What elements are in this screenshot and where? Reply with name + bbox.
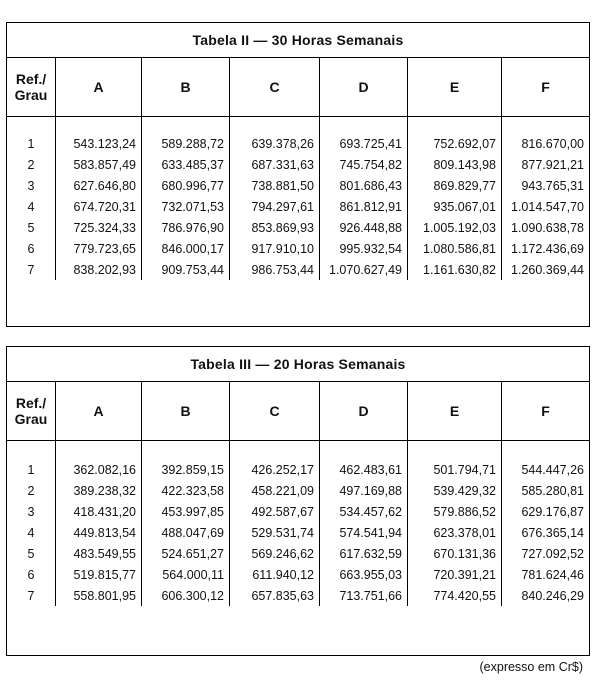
table-body <box>7 133 589 280</box>
table-row <box>7 501 589 522</box>
value-cell: 752.692,07 <box>407 133 501 154</box>
value-cell: 453.997,85 <box>141 501 229 522</box>
value-cell: 544.447,26 <box>501 459 589 480</box>
spacer-row <box>7 441 589 459</box>
value-cell: 569.246,62 <box>229 543 319 564</box>
value-cell: 617.632,59 <box>319 543 407 564</box>
value-cell: 392.859,15 <box>141 459 229 480</box>
value-cell: 497.169,88 <box>319 480 407 501</box>
value-cell: 809.143,98 <box>407 154 501 175</box>
value-cell: 611.940,12 <box>229 564 319 585</box>
value-cell: 861.812,91 <box>319 196 407 217</box>
table-row <box>7 522 589 543</box>
grau-cell: 7 <box>27 262 35 277</box>
value-cell: 720.391,21 <box>407 564 501 585</box>
value-cell: 779.723,65 <box>55 238 141 259</box>
value-cell: 633.485,37 <box>141 154 229 175</box>
header-row <box>7 58 589 117</box>
column-header-a: A <box>55 58 141 117</box>
grau-cell: 1 <box>27 462 35 477</box>
value-cell: 838.202,93 <box>55 259 141 280</box>
value-cell: 574.541,94 <box>319 522 407 543</box>
value-cell: 362.082,16 <box>55 459 141 480</box>
value-cell: 558.801,95 <box>55 585 141 606</box>
value-cell: 1.090.638,78 <box>501 217 589 238</box>
table-title: Tabela II — 30 Horas Semanais <box>7 23 589 58</box>
value-cell: 462.483,61 <box>319 459 407 480</box>
value-cell: 1.014.547,70 <box>501 196 589 217</box>
value-cell: 426.252,17 <box>229 459 319 480</box>
table-row <box>7 543 589 564</box>
table-iii <box>6 346 590 656</box>
value-cell: 534.457,62 <box>319 501 407 522</box>
grau-cell: 6 <box>27 567 35 582</box>
table-ii <box>6 22 590 327</box>
value-cell: 687.331,63 <box>229 154 319 175</box>
value-cell: 663.955,03 <box>319 564 407 585</box>
table-row <box>7 480 589 501</box>
value-cell: 1.005.192,03 <box>407 217 501 238</box>
value-cell: 418.431,20 <box>55 501 141 522</box>
ref-grau-header <box>7 382 55 441</box>
table-row <box>7 154 589 175</box>
column-header-a: A <box>55 382 141 441</box>
grau-cell: 6 <box>27 241 35 256</box>
value-cell: 1.070.627,49 <box>319 259 407 280</box>
value-cell: 488.047,69 <box>141 522 229 543</box>
table-row <box>7 175 589 196</box>
grau-cell: 3 <box>27 504 35 519</box>
table-row <box>7 133 589 154</box>
column-header-f: F <box>501 58 589 117</box>
value-cell: 943.765,31 <box>501 175 589 196</box>
value-cell: 629.176,87 <box>501 501 589 522</box>
value-cell: 840.246,29 <box>501 585 589 606</box>
grau-cell: 4 <box>27 525 35 540</box>
value-cell: 1.260.369,44 <box>501 259 589 280</box>
value-cell: 801.686,43 <box>319 175 407 196</box>
currency-footnote: (expresso em Cr$) <box>479 660 583 674</box>
value-cell: 986.753,44 <box>229 259 319 280</box>
grau-cell: 7 <box>27 588 35 603</box>
value-cell: 623.378,01 <box>407 522 501 543</box>
value-cell: 693.725,41 <box>319 133 407 154</box>
grau-label: Grau <box>14 411 48 427</box>
value-cell: 501.794,71 <box>407 459 501 480</box>
spacer-row <box>7 117 589 133</box>
column-header-b: B <box>141 382 229 441</box>
value-cell: 995.932,54 <box>319 238 407 259</box>
value-cell: 422.323,58 <box>141 480 229 501</box>
value-cell: 639.378,26 <box>229 133 319 154</box>
value-cell: 674.720,31 <box>55 196 141 217</box>
value-cell: 794.297,61 <box>229 196 319 217</box>
value-cell: 539.429,32 <box>407 480 501 501</box>
column-header-d: D <box>319 382 407 441</box>
value-cell: 389.238,32 <box>55 480 141 501</box>
value-cell: 713.751,66 <box>319 585 407 606</box>
column-header-b: B <box>141 58 229 117</box>
value-cell: 816.670,00 <box>501 133 589 154</box>
value-cell: 524.651,27 <box>141 543 229 564</box>
value-cell: 519.815,77 <box>55 564 141 585</box>
value-cell: 1.161.630,82 <box>407 259 501 280</box>
value-cell: 1.172.436,69 <box>501 238 589 259</box>
value-cell: 657.835,63 <box>229 585 319 606</box>
value-cell: 585.280,81 <box>501 480 589 501</box>
value-cell: 786.976,90 <box>141 217 229 238</box>
header-row <box>7 382 589 441</box>
value-cell: 627.646,80 <box>55 175 141 196</box>
value-cell: 492.587,67 <box>229 501 319 522</box>
value-cell: 917.910,10 <box>229 238 319 259</box>
table-title: Tabela III — 20 Horas Semanais <box>7 347 589 382</box>
column-header-f: F <box>501 382 589 441</box>
table-row <box>7 459 589 480</box>
ref-label: Ref./ <box>15 71 47 87</box>
value-cell: 579.886,52 <box>407 501 501 522</box>
value-cell: 877.921,21 <box>501 154 589 175</box>
value-cell: 738.881,50 <box>229 175 319 196</box>
value-cell: 564.000,11 <box>141 564 229 585</box>
value-cell: 1.080.586,81 <box>407 238 501 259</box>
value-cell: 606.300,12 <box>141 585 229 606</box>
value-cell: 853.869,93 <box>229 217 319 238</box>
value-cell: 483.549,55 <box>55 543 141 564</box>
table-body <box>7 459 589 606</box>
grau-cell: 3 <box>27 178 35 193</box>
value-cell: 543.123,24 <box>55 133 141 154</box>
column-header-e: E <box>407 58 501 117</box>
grau-cell: 1 <box>27 136 35 151</box>
value-cell: 529.531,74 <box>229 522 319 543</box>
grau-cell: 2 <box>27 483 35 498</box>
value-cell: 846.000,17 <box>141 238 229 259</box>
value-cell: 449.813,54 <box>55 522 141 543</box>
grau-cell: 2 <box>27 157 35 172</box>
value-cell: 727.092,52 <box>501 543 589 564</box>
ref-label: Ref./ <box>15 395 47 411</box>
ref-grau-header <box>7 58 55 117</box>
value-cell: 458.221,09 <box>229 480 319 501</box>
value-cell: 909.753,44 <box>141 259 229 280</box>
value-cell: 732.071,53 <box>141 196 229 217</box>
column-header-d: D <box>319 58 407 117</box>
value-cell: 583.857,49 <box>55 154 141 175</box>
table-row <box>7 585 589 606</box>
value-cell: 926.448,88 <box>319 217 407 238</box>
value-cell: 680.996,77 <box>141 175 229 196</box>
grau-cell: 4 <box>27 199 35 214</box>
value-cell: 935.067,01 <box>407 196 501 217</box>
table-row <box>7 564 589 585</box>
grau-cell: 5 <box>27 220 35 235</box>
value-cell: 670.131,36 <box>407 543 501 564</box>
value-cell: 869.829,77 <box>407 175 501 196</box>
table-row <box>7 259 589 280</box>
grau-label: Grau <box>14 87 48 103</box>
grau-cell: 5 <box>27 546 35 561</box>
table-row <box>7 238 589 259</box>
value-cell: 589.288,72 <box>141 133 229 154</box>
column-header-c: C <box>229 58 319 117</box>
column-header-e: E <box>407 382 501 441</box>
table-row <box>7 196 589 217</box>
value-cell: 774.420,55 <box>407 585 501 606</box>
value-cell: 781.624,46 <box>501 564 589 585</box>
value-cell: 725.324,33 <box>55 217 141 238</box>
column-header-c: C <box>229 382 319 441</box>
value-cell: 676.365,14 <box>501 522 589 543</box>
value-cell: 745.754,82 <box>319 154 407 175</box>
table-row <box>7 217 589 238</box>
